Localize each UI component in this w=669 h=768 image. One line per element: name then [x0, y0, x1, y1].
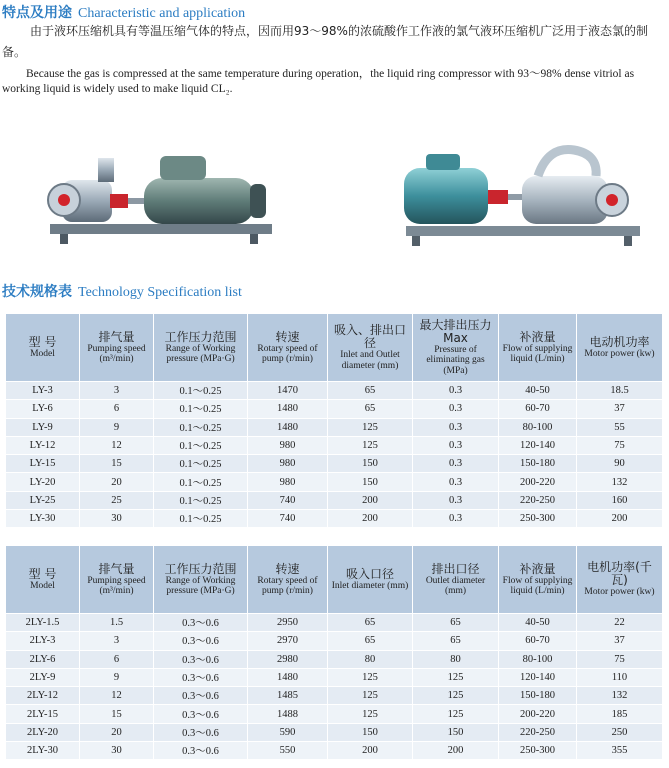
table-cell: 120-140 [499, 436, 577, 454]
table-cell: 110 [577, 668, 663, 686]
header-rotary-speed: 转速 Rotary speed of pump (r/min) [248, 314, 328, 382]
model-cell: LY-20 [6, 473, 80, 491]
table-cell: 1480 [248, 418, 328, 436]
table-row [6, 455, 663, 473]
table-cell: 125 [328, 705, 413, 723]
table-cell: 37 [577, 400, 663, 418]
table-cell: 65 [413, 614, 499, 632]
table-cell: 25 [80, 491, 154, 509]
model-cell: LY-9 [6, 418, 80, 436]
table-cell: 2950 [248, 614, 328, 632]
table-row [6, 510, 663, 528]
table-cell: 220-250 [499, 491, 577, 509]
table-cell: 20 [80, 473, 154, 491]
table-cell: 125 [328, 436, 413, 454]
table-cell: 740 [248, 491, 328, 509]
table-cell: 6 [80, 400, 154, 418]
table-cell: 120-140 [499, 668, 577, 686]
table-row [6, 400, 663, 418]
table-cell: 3 [80, 382, 154, 400]
table-cell: 125 [413, 705, 499, 723]
table-cell: 75 [577, 650, 663, 668]
table-cell: 65 [328, 382, 413, 400]
model-cell: 2LY-15 [6, 705, 80, 723]
header-model: 型 号 Model [6, 314, 80, 382]
table-cell: 65 [328, 400, 413, 418]
table-cell: 150 [328, 455, 413, 473]
spec-table-ly [5, 313, 663, 528]
model-cell: 2LY-20 [6, 723, 80, 741]
table-cell: 0.1～0.25 [154, 400, 248, 418]
header-inlet-diameter: 吸入口径 Inlet diameter (mm) [328, 546, 413, 614]
table-cell: 200 [413, 742, 499, 760]
table-cell: 65 [328, 632, 413, 650]
table-cell: 250 [577, 723, 663, 741]
table-cell: 0.1～0.25 [154, 491, 248, 509]
table-cell: 160 [577, 491, 663, 509]
section-title-cn: 特点及用途 [2, 5, 72, 21]
table-row [6, 436, 663, 454]
table-cell: 980 [248, 473, 328, 491]
header-model: 型 号 Model [6, 546, 80, 614]
table-cell: 980 [248, 455, 328, 473]
table-cell: 0.1～0.25 [154, 455, 248, 473]
table-cell: 0.1～0.25 [154, 510, 248, 528]
table-row [6, 632, 663, 650]
header-pumping-speed: 排气量 Pumping speed (m³/min) [80, 314, 154, 382]
table-cell: 0.3～0.6 [154, 687, 248, 705]
table-cell: 220-250 [499, 723, 577, 741]
model-cell: LY-6 [6, 400, 80, 418]
header-max-pressure: 最大排出压力Max Pressure of eliminating gas (MPa) [413, 314, 499, 382]
table-cell: 1480 [248, 668, 328, 686]
description-en: Because the gas is compressed at the same temperature during operation，the liquid ring compressor with 93～98% dense vitriol as working liquid is widely used to make liquid CL₂. [2, 68, 635, 95]
table-cell: 200 [328, 510, 413, 528]
model-cell: 2LY-30 [6, 742, 80, 760]
table-cell: 0.3 [413, 491, 499, 509]
table-cell: 185 [577, 705, 663, 723]
table-cell: 2970 [248, 632, 328, 650]
table-row [6, 491, 663, 509]
header-supply-liquid: 补液量 Flow of supplying liquid (L/min) [499, 314, 577, 382]
section-title-en: Technology Specification list [78, 285, 242, 300]
table-cell: 150-180 [499, 455, 577, 473]
table-cell: 6 [80, 650, 154, 668]
header-motor-power: 电机功率(千瓦) Motor power (kw) [577, 546, 663, 614]
table-cell: 150 [413, 723, 499, 741]
model-cell: 2LY-3 [6, 632, 80, 650]
compressor-photo-2 [398, 140, 646, 250]
table-cell: 125 [413, 668, 499, 686]
table-cell: 0.1～0.25 [154, 436, 248, 454]
table-cell: 80 [328, 650, 413, 668]
table-cell: 90 [577, 455, 663, 473]
table-cell: 1488 [248, 705, 328, 723]
table-cell: 22 [577, 614, 663, 632]
table-cell: 0.3～0.6 [154, 650, 248, 668]
model-cell: 2LY-6 [6, 650, 80, 668]
table-cell: 250-300 [499, 510, 577, 528]
table-cell: 40-50 [499, 614, 577, 632]
table-cell: 0.3 [413, 382, 499, 400]
table-cell: 0.3 [413, 455, 499, 473]
table-cell: 9 [80, 668, 154, 686]
table-cell: 60-70 [499, 400, 577, 418]
table-cell: 0.1～0.25 [154, 382, 248, 400]
header-pumping-speed: 排气量 Pumping speed (m³/min) [80, 546, 154, 614]
table-cell: 200-220 [499, 705, 577, 723]
header-pressure-range: 工作压力范围 Range of Working pressure (MPa·G) [154, 314, 248, 382]
table-cell: 65 [413, 632, 499, 650]
table-cell: 0.1～0.25 [154, 473, 248, 491]
section-title-cn: 技术规格表 [2, 284, 72, 300]
header-rotary-speed: 转速 Rotary speed of pump (r/min) [248, 546, 328, 614]
table-cell: 15 [80, 705, 154, 723]
model-cell: 2LY-1.5 [6, 614, 80, 632]
table-cell: 125 [328, 668, 413, 686]
table-cell: 150 [328, 723, 413, 741]
header-supply-liquid: 补液量 Flow of supplying liquid (L/min) [499, 546, 577, 614]
table-cell: 0.3～0.6 [154, 705, 248, 723]
table-cell: 12 [80, 436, 154, 454]
table-cell: 37 [577, 632, 663, 650]
table-cell: 355 [577, 742, 663, 760]
table-cell: 200 [328, 491, 413, 509]
table-cell: 65 [328, 614, 413, 632]
table-cell: 200 [328, 742, 413, 760]
model-cell: LY-25 [6, 491, 80, 509]
table-cell: 150-180 [499, 687, 577, 705]
model-cell: 2LY-12 [6, 687, 80, 705]
table-cell: 0.3 [413, 510, 499, 528]
table-cell: 12 [80, 687, 154, 705]
table-cell: 150 [328, 473, 413, 491]
table-cell: 80-100 [499, 418, 577, 436]
table-row [6, 705, 663, 723]
section-title-specifications [2, 281, 242, 301]
table-cell: 132 [577, 473, 663, 491]
section-title-en: Characteristic and application [78, 6, 246, 21]
table-cell: 0.3～0.6 [154, 723, 248, 741]
header-pressure-range: 工作压力范围 Range of Working pressure (MPa·G) [154, 546, 248, 614]
table-cell: 0.3～0.6 [154, 614, 248, 632]
table-cell: 15 [80, 455, 154, 473]
table-cell: 60-70 [499, 632, 577, 650]
table-cell: 0.3 [413, 400, 499, 418]
table-cell: 30 [80, 510, 154, 528]
model-cell: LY-30 [6, 510, 80, 528]
table-cell: 80 [413, 650, 499, 668]
table-row [6, 742, 663, 760]
model-cell: LY-3 [6, 382, 80, 400]
table-cell: 0.1～0.25 [154, 418, 248, 436]
table-cell: 132 [577, 687, 663, 705]
table-cell: 55 [577, 418, 663, 436]
header-outlet-diameter: 排出口径 Outlet diameter (mm) [413, 546, 499, 614]
table-cell: 3 [80, 632, 154, 650]
table-cell: 80-100 [499, 650, 577, 668]
compressor-photo-1 [40, 128, 280, 248]
model-cell: LY-15 [6, 455, 80, 473]
table-cell: 200 [577, 510, 663, 528]
table-cell: 0.3 [413, 418, 499, 436]
table-cell: 1470 [248, 382, 328, 400]
table-cell: 0.3～0.6 [154, 668, 248, 686]
table-row [6, 418, 663, 436]
table-header-row [6, 546, 663, 614]
table-cell: 2980 [248, 650, 328, 668]
table-cell: 30 [80, 742, 154, 760]
table-cell: 40-50 [499, 382, 577, 400]
table-cell: 0.3～0.6 [154, 632, 248, 650]
table-row [6, 614, 663, 632]
table-cell: 0.3～0.6 [154, 742, 248, 760]
table-row [6, 473, 663, 491]
table-header-row [6, 314, 663, 382]
table-cell: 75 [577, 436, 663, 454]
table-cell: 550 [248, 742, 328, 760]
model-cell: 2LY-9 [6, 668, 80, 686]
table-row [6, 650, 663, 668]
table-cell: 0.3 [413, 473, 499, 491]
table-cell: 125 [328, 687, 413, 705]
table-row [6, 668, 663, 686]
table-cell: 740 [248, 510, 328, 528]
table-row [6, 382, 663, 400]
table-cell: 20 [80, 723, 154, 741]
spec-table-2ly [5, 545, 663, 760]
header-diameter: 吸入、排出口径 Inlet and Outlet diameter (mm) [328, 314, 413, 382]
header-motor-power: 电动机功率 Motor power (kw) [577, 314, 663, 382]
table-row [6, 687, 663, 705]
table-cell: 1.5 [80, 614, 154, 632]
table-cell: 125 [328, 418, 413, 436]
section-title-characteristics [2, 2, 245, 22]
table-cell: 9 [80, 418, 154, 436]
table-cell: 1485 [248, 687, 328, 705]
table-cell: 250-300 [499, 742, 577, 760]
table-cell: 18.5 [577, 382, 663, 400]
table-row [6, 723, 663, 741]
description-cn: 由于液环压缩机具有等温压缩气体的特点，因而用93～98%的浓硫酸作工作液的氯气液环压缩机广泛用于液态氯的制备。 [2, 24, 648, 59]
table-cell: 200-220 [499, 473, 577, 491]
table-cell: 1480 [248, 400, 328, 418]
table-cell: 0.3 [413, 436, 499, 454]
table-cell: 590 [248, 723, 328, 741]
table-cell: 980 [248, 436, 328, 454]
table-cell: 125 [413, 687, 499, 705]
model-cell: LY-12 [6, 436, 80, 454]
